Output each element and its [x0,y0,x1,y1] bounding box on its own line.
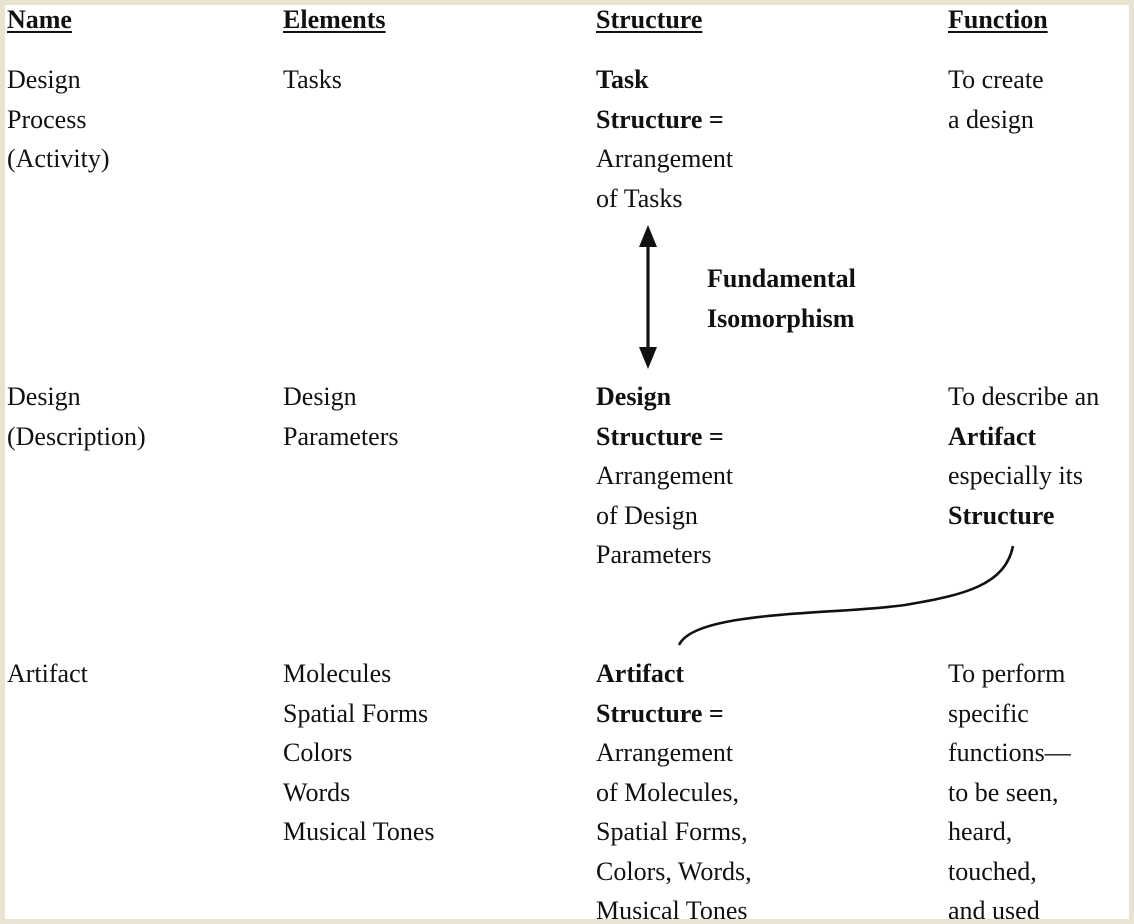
header-elements: Elements [283,5,386,34]
row1-name: Design Process (Activity) [7,65,110,173]
row1-function: To create a design [948,65,1044,134]
double-arrow-icon [639,225,657,369]
row2-structure: Design Structure = Arrangement of Design Parameters [596,382,734,569]
row3-elements: Molecules Spatial Forms Colors Words Musical Tones [283,659,435,846]
document-page [5,5,1129,919]
row2-elements: Design Parameters [283,382,399,451]
row1-elements: Tasks [283,65,342,94]
row3-function: To perform specific functions— to be seen, heard, touched, and used [948,659,1071,919]
connector-overlay [5,5,1129,919]
row3-name: Artifact [7,659,88,688]
isomorphism-label: Fundamental Isomorphism [707,264,856,333]
row3-structure: Artifact Structure = Arrangement of Molecules, Spatial Forms, Colors, Words, Musical Tones [596,659,752,919]
header-name: Name [7,5,72,34]
row1-structure: Task Structure = Arrangement of Tasks [596,65,734,213]
row2-name: Design (Description) [7,382,146,451]
header-structure: Structure [596,5,703,34]
header-function: Function [948,5,1048,34]
curved-connector-line [679,546,1013,645]
row2-function: To describe an Artifact especially its Structure [948,382,1100,530]
